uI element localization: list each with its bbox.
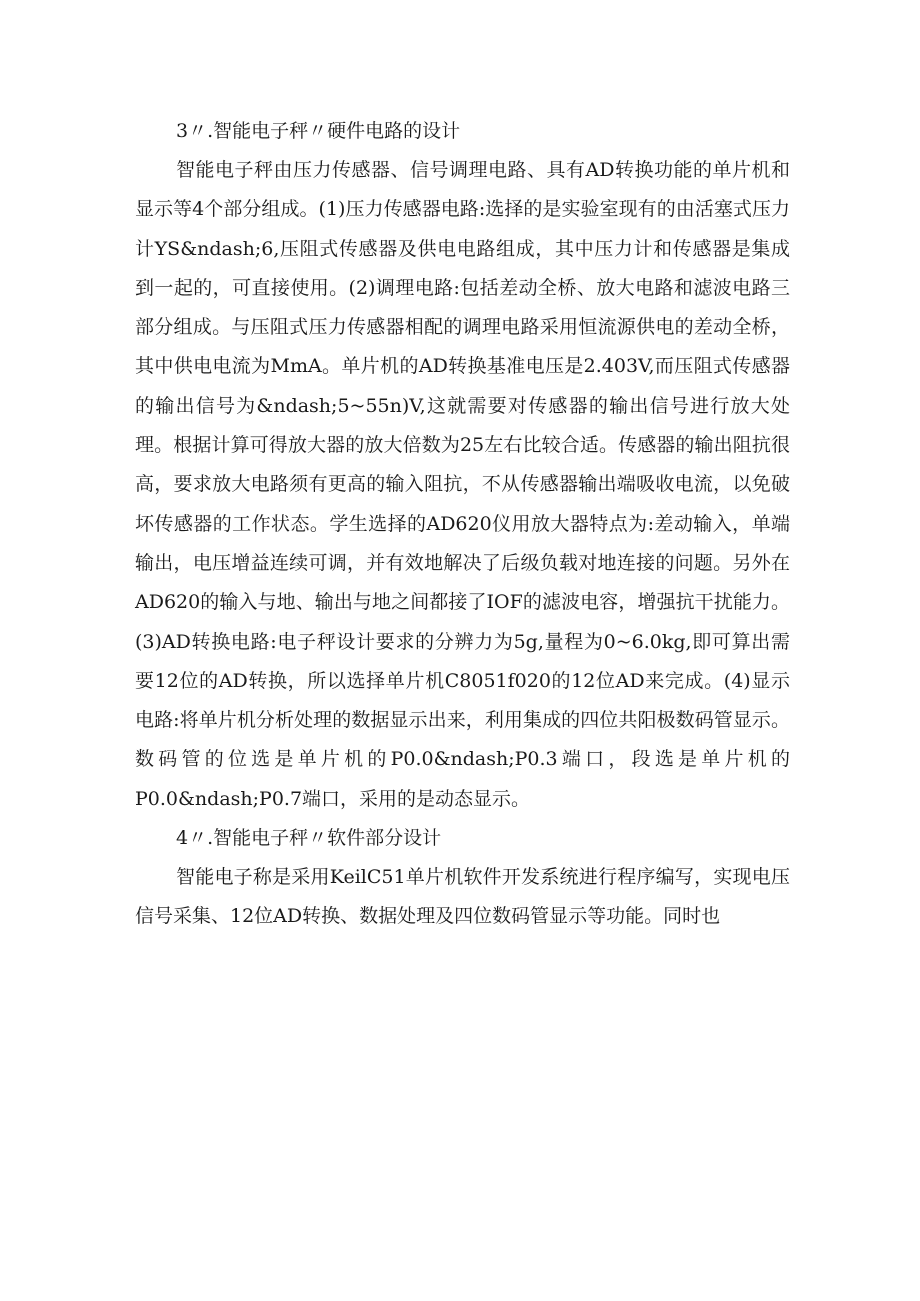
section-3-paragraph: 智能电子秤由压力传感器、信号调理电路、具有AD转换功能的单片机和显示等4个部分组成。(1)压力传感器电路:选择的是实验室现有的由活塞式压力计YS&ndash;6,压阻式传感器及供电电路组成，其中压力计和传感器是集成到一起的，可直接使用。(2)调理电路:包括差动全桥、放大电路和滤波电路三部分组成。与压阻式压力传感器相配的调理电路采用恒流源供电的差动全桥，其中供电电流为MmA。单片机的AD转换基准电压是2.403V,而压阻式传感器的输出信号为&ndash;5~55n)V,这就需要对传感器的输出信号进行放大处理。根据计算可得放大器的放大倍数为25左右比较合适。传感器的输出阻抗很高，要求放大电路须有更高的输入阻抗，不从传感器输出端吸收电流，以免破坏传感器的工作状态。学生选择的AD620仪用放大器特点为:差动输入，单端输出，电压增益连续可调，并有效地解决了后级负载对地连接的问题。另外在AD620的输入与地、输出与地之间都接了IOF的滤波电容，增强抗干扰能力。(3)AD转换电路:电子秤设计要求的分辨力为5g,量程为0~6.0kg,即可算出需要12位的AD转换，所以选择单片机C8051f020的12位AD来完成。(4)显示电路:将单片机分析处理的数据显示出来，利用集成的四位共阳极数码管显示。数码管的位选是单片机的P0.0&ndash;P0.3端口，段选是单片机的P0.0&ndash;P0.7端口，采用的是动态显示。 [135, 159, 790, 810]
document-page [135, 112, 790, 937]
section-4-heading: 4〃.智能电子秤〃软件部分设计 [176, 827, 442, 850]
section-4-paragraph: 智能电子称是采用KeilC51单片机软件开发系统进行程序编写，实现电压信号采集、12位AD转换、数据处理及四位数码管显示等功能。同时也 [135, 866, 790, 928]
section-3-heading: 3〃.智能电子秤〃硬件电路的设计 [176, 120, 461, 142]
